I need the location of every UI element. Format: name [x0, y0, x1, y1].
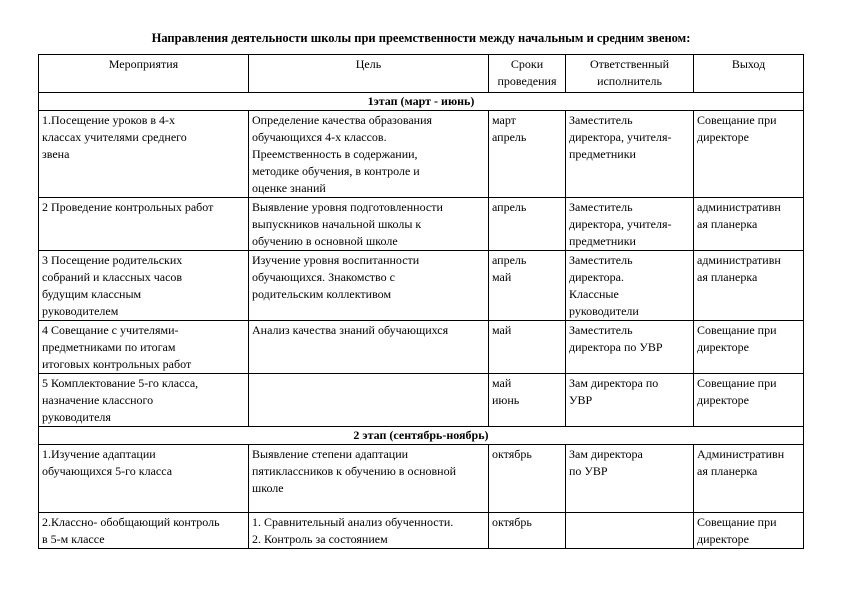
table-row	[39, 445, 804, 513]
cell-dates: май июнь	[489, 374, 566, 427]
cell-goal: Выявление степени адаптации пятиклассников к обучению в основной школе	[249, 445, 489, 513]
cell-responsible	[566, 513, 694, 549]
header-activities: Мероприятия	[39, 55, 249, 93]
cell-dates: май	[489, 321, 566, 374]
cell-activity: 2.Классно- обобщающий контроль в 5-м классе	[39, 513, 249, 549]
cell-dates: октябрь	[489, 445, 566, 513]
cell-dates: апрель май	[489, 251, 566, 321]
table-row	[39, 321, 804, 374]
table-row	[39, 374, 804, 427]
stage-1-label: 1этап (март - июнь)	[39, 93, 804, 111]
cell-activity: 5 Комплектование 5-го класса, назначение классного руководителя	[39, 374, 249, 427]
stage-row	[39, 427, 804, 445]
table-row	[39, 111, 804, 198]
header-goal: Цель	[249, 55, 489, 93]
cell-activity: 1.Посещение уроков в 4-х классах учителями среднего звена	[39, 111, 249, 198]
cell-responsible: Заместитель директора. Классные руководители	[566, 251, 694, 321]
header-output: Выход	[694, 55, 804, 93]
cell-goal: Выявление уровня подготовленности выпускников начальной школы к обучению в основной школе	[249, 198, 489, 251]
table-header-row	[39, 55, 804, 93]
cell-responsible: Зам директора по УВР	[566, 374, 694, 427]
table-row	[39, 251, 804, 321]
cell-dates: апрель	[489, 198, 566, 251]
cell-output: Совещание при директоре	[694, 111, 804, 198]
page-title: Направления деятельности школы при преемственности между начальным и средним звеном:	[151, 31, 691, 45]
cell-goal: Анализ качества знаний обучающихся	[249, 321, 489, 374]
table-row	[39, 513, 804, 549]
cell-output: Совещание при директоре	[694, 513, 804, 549]
cell-dates: март апрель	[489, 111, 566, 198]
stage-2-label: 2 этап (сентябрь-ноябрь)	[39, 427, 804, 445]
cell-goal: Определение качества образования обучающихся 4-х классов. Преемственность в содержании, методике обучения, в контроле и оценке знаний	[249, 111, 489, 198]
cell-activity: 1.Изучение адаптации обучающихся 5-го класса	[39, 445, 249, 513]
cell-goal	[249, 374, 489, 427]
table-row	[39, 198, 804, 251]
cell-responsible: Зам директора по УВР	[566, 445, 694, 513]
cell-responsible: Заместитель директора, учителя- предметники	[566, 111, 694, 198]
cell-output: Совещание при директоре	[694, 374, 804, 427]
cell-goal: Изучение уровня воспитанности обучающихся. Знакомство с родительским коллективом	[249, 251, 489, 321]
cell-goal: 1. Сравнительный анализ обученности. 2. Контроль за состоянием	[249, 513, 489, 549]
cell-activity: 3 Посещение родительских собраний и классных часов будущим классным руководителем	[39, 251, 249, 321]
cell-activity: 2 Проведение контрольных работ	[39, 198, 249, 251]
stage-row	[39, 93, 804, 111]
header-dates: Сроки проведения	[489, 55, 566, 93]
cell-activity: 4 Совещание с учителями- предметниками по итогам итоговых контрольных работ	[39, 321, 249, 374]
cell-responsible: Заместитель директора, учителя- предметники	[566, 198, 694, 251]
header-responsible: Ответственный исполнитель	[566, 55, 694, 93]
cell-output: Административн ая планерка	[694, 445, 804, 513]
cell-responsible: Заместитель директора по УВР	[566, 321, 694, 374]
cell-output: Совещание при директоре	[694, 321, 804, 374]
cell-dates: октябрь	[489, 513, 566, 549]
cell-output: административн ая планерка	[694, 198, 804, 251]
cell-output: административн ая планерка	[694, 251, 804, 321]
activities-table	[38, 54, 804, 549]
